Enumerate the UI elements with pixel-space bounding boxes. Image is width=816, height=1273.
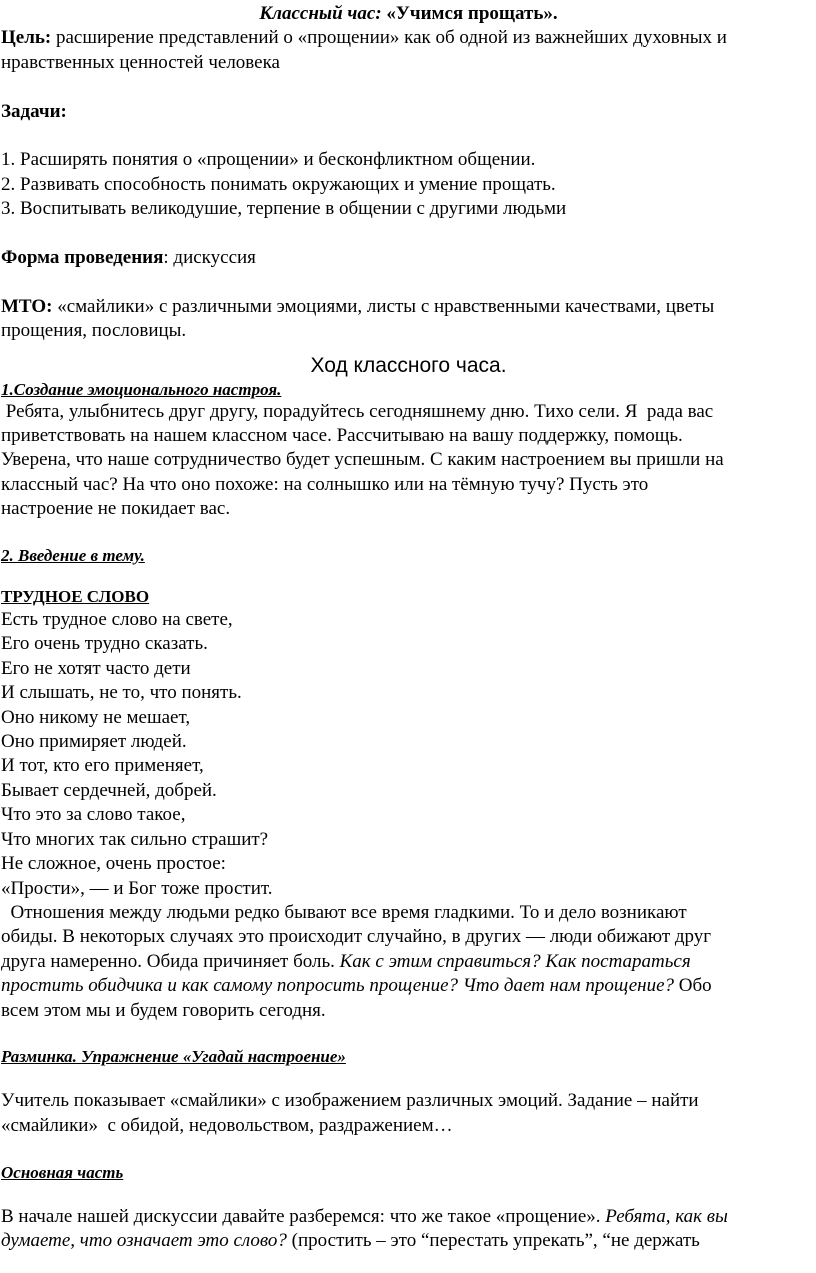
main-part-question: думаете, что означает это слово? — [1, 1229, 287, 1251]
poem-line: Оно никому не мешает, — [1, 706, 191, 728]
spacer — [1, 270, 816, 294]
form-line — [1, 246, 816, 270]
spacer — [1, 522, 816, 546]
spacer — [1, 222, 816, 246]
section1-line-1: Ребята, улыбнитесь друг другу, порадуйтесь сегодняшнему дню. Тихо сели. Я рада вас — [1, 400, 714, 422]
spacer — [1, 566, 816, 586]
poem-line: И тот, кто его применяет, — [1, 755, 204, 777]
goal-text-1: расширение представлений о «прощении» как об одной из важнейших духовных и — [51, 27, 727, 49]
section1-line-4: классный час? На что оно похоже: на солнышко или на тёмную тучу? Пусть это — [1, 473, 649, 495]
poem-line: Оно примиряет людей. — [1, 731, 187, 753]
main-part-line-1 — [1, 1205, 816, 1229]
form-value: : дискуссия — [163, 247, 256, 269]
warmup-line-2: «смайлики» с обидой, недовольством, раздражением… — [1, 1114, 453, 1136]
main-part-text: (простить – это “перестать упрекать”, “не держать — [286, 1229, 700, 1251]
task-item-3: 3. Воспитывать великодушие, терпение в общении с другими людьми — [1, 198, 567, 220]
poem-line: Его очень трудно сказать. — [1, 633, 208, 655]
course-heading: Ход классного часа. — [310, 353, 507, 377]
document-page — [0, 2, 816, 1253]
main-part-heading: Основная часть — [1, 1162, 124, 1182]
spacer — [1, 1023, 816, 1047]
section2-heading: 2. Введение в тему. — [1, 546, 145, 566]
mto-label: МТО: — [1, 295, 53, 317]
task-item-2: 2. Развивать способность понимать окружающих и умение прощать. — [1, 173, 556, 195]
section1-heading: 1.Создание эмоционального настроя. — [1, 379, 282, 399]
warmup-heading: Разминка. Упражнение «Угадай настроение» — [1, 1047, 346, 1067]
main-part-text: В начале нашей дискуссии давайте разберемся: что же такое «прощение». — [1, 1205, 606, 1227]
goal-line-1 — [1, 26, 816, 50]
poem-line: Его не хотят часто дети — [1, 657, 191, 679]
goal-line-2: нравственных ценностей человека — [1, 51, 280, 73]
poem-line: Не сложное, очень простое: — [1, 853, 226, 875]
title-prefix: Классный час: — [259, 3, 382, 24]
goal-label: Цель: — [1, 27, 52, 49]
spacer — [1, 75, 816, 99]
spacer — [1, 1183, 816, 1205]
relations-text: Обо — [674, 975, 712, 997]
relations-question: Как с этим справиться? Как постараться — [339, 950, 691, 972]
section1-line-3: Уверена, что наше сотрудничество будет успешным. С каким настроением вы пришли на — [1, 449, 724, 471]
relations-text: друга намеренно. Обида причиняет боль. — [1, 950, 340, 972]
relations-line-3 — [1, 950, 816, 974]
spacer — [1, 1067, 816, 1089]
relations-line-2: обиды. В некоторых случаях это происходит случайно, в других — люди обижают друг — [1, 926, 712, 948]
warmup-line-1: Учитель показывает «смайлики» с изображением различных эмоций. Задание – найти — [1, 1090, 699, 1112]
document-title — [1, 2, 816, 26]
relations-line-1: Отношения между людьми редко бывают все время гладкими. То и дело возникают — [1, 901, 687, 923]
poem-line: И слышать, не то, что понять. — [1, 682, 242, 704]
poem-line: «Прости», — и Бог тоже простит. — [1, 877, 273, 899]
tasks-label: Задачи: — [1, 100, 67, 122]
mto-text-1: «смайлики» с различными эмоциями, листы с нравственными качествами, цветы — [52, 295, 715, 317]
section1-line-5: настроение не покидает вас. — [1, 498, 231, 520]
main-part-line-2 — [1, 1229, 816, 1253]
main-part-question: Ребята, как вы — [605, 1205, 728, 1227]
mto-line-2: прощения, пословицы. — [1, 320, 187, 342]
poem-line: Что многих так сильно страшит? — [1, 828, 269, 850]
relations-line-5: всем этом мы и будем говорить сегодня. — [1, 999, 326, 1021]
form-label: Форма проведения — [1, 247, 164, 269]
relations-question: простить обидчика и как самому попросить прощение? Что дает нам прощение? — [1, 975, 675, 997]
task-item-1: 1. Расширять понятия о «прощении» и бесконфликтном общении. — [1, 149, 536, 171]
poem-line: Есть трудное слово на свете, — [1, 609, 233, 631]
section1-line-2: приветствовать на нашем классном часе. Рассчитываю на вашу поддержку, помощь. — [1, 425, 683, 447]
poem-title: ТРУДНОЕ СЛОВО — [1, 587, 150, 607]
poem-line: Бывает сердечней, добрей. — [1, 779, 217, 801]
spacer — [1, 124, 816, 148]
spacer — [1, 1138, 816, 1162]
poem-line: Что это за слово такое, — [1, 804, 186, 826]
mto-line-1 — [1, 295, 816, 319]
relations-line-4 — [1, 974, 816, 998]
title-main: «Учимся прощать». — [381, 3, 558, 24]
